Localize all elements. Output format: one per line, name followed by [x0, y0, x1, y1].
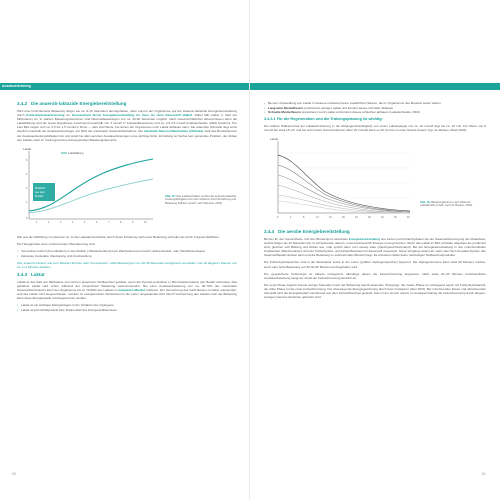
paragraph: Wird eine hochintensive Belastung länger als ca. 8-10 Sekunden durchgehalten, dann kommt der Organismus auf die anaerob-laktazide Energiebereitstellung durch Kohlenhydratverbrennung an. Kennzeichen dieser Energiebereitstellung ist, dass sie ohne Sauerstoff abläuft. Dabei fällt Laktat (= Salz der Milchsäure) an. In starken Belastungsbereichen sind Maximalbelastungen von ca. 40-60 Sekunden möglich. Nach wissenschaftlichen Erkenntnissen kann die Laktatbildung sind die ersten Ergebnisse zunehmend unterhalb von 4 mmol/l (= Kreislaufkennwerte) und ca. 2,0-4,5 mmol/l (Laktatschwelle, 2004) bestimmt. Pro Liter Blut zeigen sich ca. 0,5 bis 1,5 mmol/l in Ruhe — dies sind Werte, bei denen der Organismus noch Laktat abbauen kann. Die anaerobe Schwelle liegt somit deutlich unterhalb der Ausdauerleistungen von 60% der maximalen Sauerstoffaufnahme. Die maximale Sauerstoffaufnahme (VO2max) stellt das Bruttokriterium der Ausdauerleistungsfähigkeit dar und spielt bei allen aeroben Ausdauerleistungen eine wichtige Rolle. Ermüdung ist hierbei kein generelles Problem, der Abbau des Laktats steht im Vordergrund des leistungsnahen Belastungsbereichs. [17, 109, 238, 142]
running-head: Ausdauertraining [2, 84, 31, 88]
chapter-band-right [250, 83, 500, 90]
x-tick-label: 28 [368, 215, 371, 219]
list-item: • Zeitweise muskuläre Überlastung und Anschwellung [17, 254, 237, 258]
svg-text:1: 1 [26, 200, 28, 204]
svg-text:9: 9 [132, 220, 134, 224]
svg-text:2: 2 [48, 220, 50, 224]
svg-text:3: 3 [60, 220, 62, 224]
figure-caption: Abb. 16: Belastungskurven nach Weineck; Laktatkinetik (modif. nach de Marées, 2002) [420, 200, 473, 208]
bullet-list [17, 249, 237, 258]
figure-caption: Abb. 15: Das Laktatverhalten ist über die anaerob-laktazide Leistungsfähigkeit und unter anderem durch Ernährung und Belastung definiert (modif. nach Weineck, 2004). [165, 194, 237, 205]
list-item: • Bei der Umwandlung von Laktat in Glukose entstehen keine zusätzlichen Säuren, die im Organismus des Muskels weiter wirken [264, 101, 486, 105]
section-heading-3-4-4: 3.4.4 Die aerobe Energiebereitstellung [264, 228, 350, 234]
bullet-list [17, 303, 237, 312]
bullet-list [264, 101, 486, 114]
paragraph: Die erste Phase beginnt bereits wenige Sekunden nach der Belastung (aerob-anaerobe Übergang), die zweite Phase ist vorwiegend aerob mit Kohlenhydratanteil, die dritte Phase ist die reine Fettverbrennung, hier überwiegt die Energiegewinnung durch freie Fettsäuren (über 50%). Bei zunehmender Dauer und abnehmender Intensität wird der Energiebedarf zunehmend aus dem Fettstoffwechsel gedeckt. Das ist der Grund, warum im Ausdauertraining die Fettverbrennung durch längere, weniger intensive Einheiten gefördert wird. [264, 282, 486, 300]
section-heading-3-4-2: 3.4.2 Die anaerob-laktazide Energiebereitstellung [17, 101, 127, 106]
paragraph: Die gespeicherte Fettenergie ist nahezu unbegrenzt, allerdings dauert die Fettverbrennung langsamer. Nach etwa 20–30 Minuten kontinuierlicher Ausdauerbelastung steigt der Anteil der Fettverbrennung deutlich an. [264, 271, 486, 280]
callout-text: Wer anaerob trainiert, wie zum Beispiel Sprinter oder Tennisspieler, sollte Belastungen von 20–50 Sekunden weitgehend vermeiden und mit längeren Pausen von ca. 1–2 Minuten arbeiten. [17, 260, 237, 269]
svg-text:4: 4 [72, 220, 74, 224]
right-column [264, 101, 486, 302]
kinetics-curve [278, 165, 410, 212]
x-tick-label: 32 [381, 215, 384, 219]
lactate-chart [17, 145, 157, 231]
svg-text:10: 10 [144, 220, 147, 224]
svg-text:4: 4 [26, 172, 28, 176]
right-page [250, 0, 500, 500]
lactate-kinetics-chart [264, 135, 414, 225]
left-column [17, 101, 237, 315]
x-tick-label: 40 [407, 215, 410, 219]
x-tick-label: 16 [329, 215, 332, 219]
paragraph: Die mittlere Halbwertszeit der Laktateliminierung (= die Abbaugeschwindigkeit) von einem Laktatspiegel von ca. 10 mmol/l liegt bei ca. 15 min. Für Werte von 8 mmol/l bei etwa 15 min und bei sehr hohen Konzentrationen (über 20 mmol/l) kann es 30 min bis zu einer Stunde dauern (vgl. de Marées, Mack 2002). [264, 123, 486, 132]
figure-16 [264, 135, 486, 225]
x-tick-label: 0 [277, 215, 279, 219]
svg-text:0: 0 [26, 216, 28, 220]
figure-15 [17, 145, 237, 231]
svg-text:6: 6 [96, 220, 98, 224]
svg-text:Muskel: Muskel [35, 194, 44, 198]
x-tick-label: 20 [342, 215, 345, 219]
section-heading-3-4-3: 3.4.3 Laktat [17, 271, 45, 277]
list-item: • Vermehrtes Gehirn (Koordination) in den fibrillen (=Muskelverbund) kein Wachstumsrest erreicht, Aktive-Muskel- oder Schilddrüsenwerte [17, 249, 237, 253]
svg-text:2: 2 [26, 186, 28, 190]
x-tick-label: 4 [290, 215, 292, 219]
subsection-heading-3-4-3-1: 3.4.3.1 Für die Regeneration und die Trainingsplanung ist wichtig: [264, 117, 383, 122]
svg-text:6: 6 [26, 158, 28, 162]
paragraph: Bei der für den Gesundheits- und den Breitensport relevanten Energiebereitstellung aus Fetten und Kohlenhydraten bei der Sauerstoffversorgung der Muskulatur, welche länger als 10 Sekunden bis zu 20 Sekunden dauern, muss kontinuierlich Energie erzeugt werden. Wenn das Laktat im Blut schneller abgebaut als produziert wird, gleichen sich Bildung und Abbau aus, man spricht dann vom steady state (Gleichgewichtszustand). Bei der Energiebereitstellung in den mitochondrialen Kraftwerken (Mitochondrien) wird der Kohlenhydrat- und Fettstoffwechsel mit Sauerstoff umgesetzt. Diese Vorgänge laufen ab, wenn das Herz-Kreislauf-System den Sauerstoffbedarf decken kann und die Belastung im submaximalen Bereich liegt. Es entstehen dabei keine nachteiligen Stoffwechselprodukte. [264, 236, 486, 258]
svg-text:5: 5 [84, 220, 86, 224]
x-tick-label: 36 [394, 215, 397, 219]
list-item: • Laktat ist kein Abfallprodukt bzw. Endprodukt des Energiestoffwechsels [17, 308, 237, 312]
x-tick-label: 12 [316, 215, 319, 219]
list-item: • Laktat ist ein wichtiger Energieträger/-in der Vorläufer des Glykogens [17, 303, 237, 307]
chapter-band-left [0, 83, 250, 90]
y-axis-label: Laktat [23, 146, 32, 151]
paragraph: Die Hauptgründe einer zunehmenden Übersäuerung sind: [17, 241, 96, 246]
svg-text:7: 7 [108, 220, 110, 224]
list-item: • Langsame Muskelfasern produzieren weniger Laktat und können dieses schneller abbauen [264, 106, 486, 110]
page-number-right: 61 [482, 472, 486, 476]
x-tick-label: 24 [355, 215, 358, 219]
svg-text:aus dem: aus dem [35, 190, 45, 194]
svg-text:8: 8 [120, 220, 122, 224]
svg-text:Rückfuhr: Rückfuhr [35, 186, 46, 190]
list-item: • Schnelle Muskelfasern produzieren mehr Laktat und können dieses schlechter abbauen (Laktatschwelle, 2004) [264, 110, 486, 114]
svg-text:1: 1 [36, 220, 38, 224]
paragraph: Laktat ist das Salz der Milchsäure und wird im anaeroben Stoffwechsel gebildet, wenn die Pyruvat-produktion (= Brenztraubensäure) den Bedarf übersteigt. Das gebildete Laktat wird schon während der körperlichen Belastung weiterverwendet. Bei einer Ausdauerbelastung von ca. 40-70% des maximalen Sauerstoffverbrauchs kann der Organismus bis zu 70-80% des Laktats im belasteten Muskel oxidieren. Der Vermehrung des Gehirnkortex ist dabei unterworfen, weil das Laktat nicht ausgeschieden, sondern zu energiereichen Substanzen in der Leber umgewandelt wird. Durch Verbrennung des Laktats nach der Belastung kann diese Energiequelle zurückgewonnen werden. [17, 279, 237, 301]
paragraph: Die Kohlenhydratspeicher sind in der Muskulatur sowie in der Leber (größter Glykogenspeicher) begrenzt. Die Glykogenreserve kann etwa 90 Minuten reichen, wenn eine hohe Belastung von 60 bis 80 Minuten durchgehalten wird. [264, 260, 486, 269]
y-axis-label: Laktat [270, 136, 279, 141]
x-tick-labels [277, 216, 410, 219]
legend-entry: Laktatbildung [68, 151, 84, 155]
page-number-left: 60 [12, 472, 16, 476]
x-tick-label: 8 [303, 215, 305, 219]
paragraph: Wie aus der Abbildung zu erkennen ist, ist die Laktatkonzentration durch deren Erhöhung nach einer Belastung schneller als durch Frequenzfall/Ruhe. [17, 234, 220, 239]
